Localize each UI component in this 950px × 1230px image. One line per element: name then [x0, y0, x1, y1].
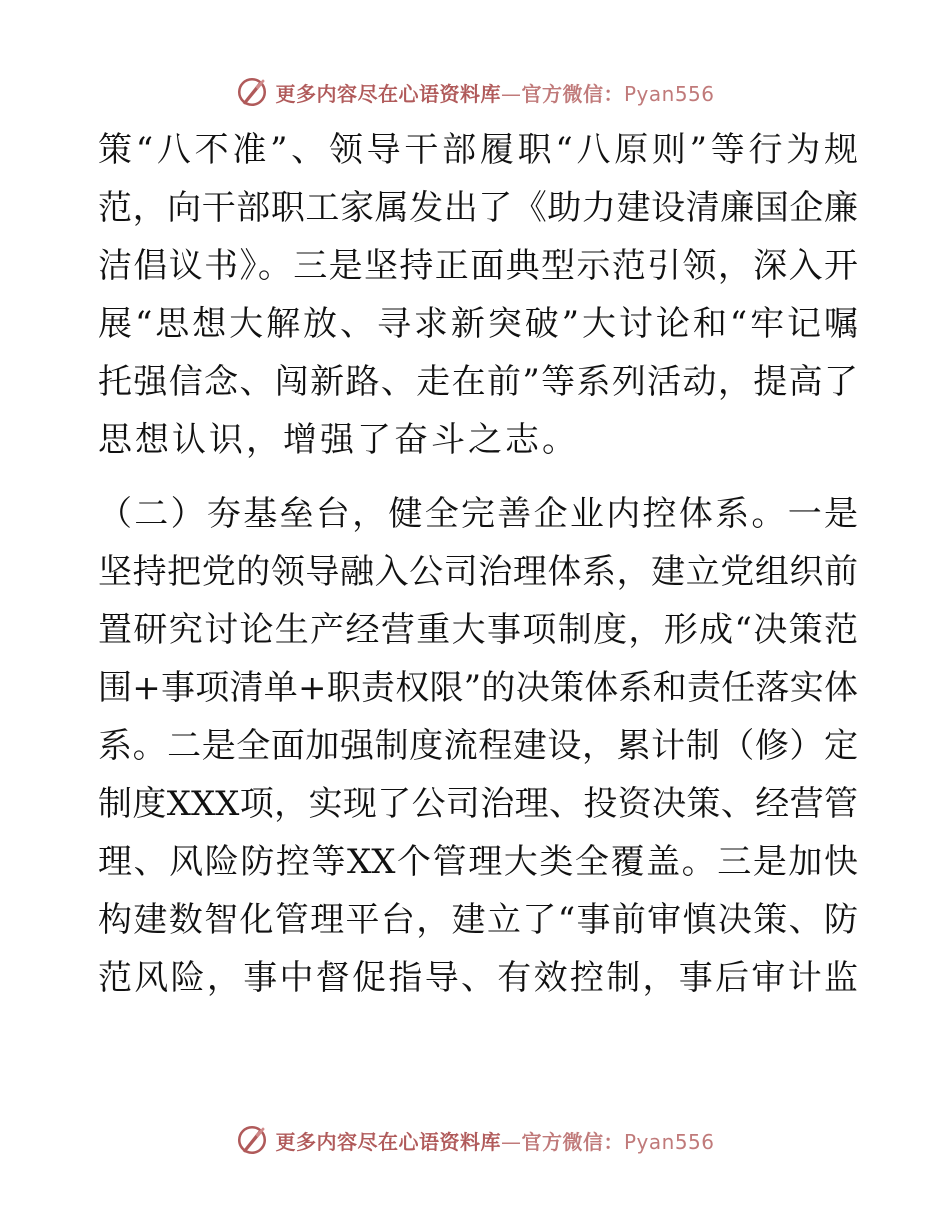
text-line: 策“八不准”、领导干部履职“八原则”等行为规 — [98, 130, 858, 170]
text-line: 置研究讨论生产经营重大事项制度，形成“决策范 — [98, 610, 858, 650]
watermark-separator: — — [500, 1129, 522, 1154]
watermark-text — [275, 1126, 714, 1155]
text-line: 展“思想大解放、寻求新突破”大讨论和“牢记嘱 — [98, 304, 858, 344]
watermark-main-text: 更多内容尽在心语资料库 — [275, 81, 501, 106]
watermark-separator: — — [500, 81, 522, 106]
text-line: 系。二是全面加强制度流程建设，累计制（修）定 — [98, 726, 858, 766]
footer-watermark — [0, 1120, 950, 1160]
watermark-wechat-label: 官方微信： — [521, 1129, 624, 1154]
paragraph-2 — [98, 485, 858, 1007]
text-line: 坚持把党的领导融入公司治理体系，建立党组织前 — [98, 552, 858, 592]
header-watermark — [0, 72, 950, 112]
text-line: 托强信念、闯新路、走在前”等系列活动，提高了 — [98, 362, 858, 402]
text-line: 范，向干部职工家属发出了《助力建设清廉国企廉 — [98, 188, 858, 228]
text-line: （二）夯基垒台，健全完善企业内控体系。一是 — [98, 494, 858, 534]
watermark-wechat-id: Pyan556 — [623, 1129, 715, 1154]
text-line: 范风险，事中督促指导、有效控制，事后审计监 — [98, 958, 858, 998]
paragraph-1 — [98, 121, 858, 469]
watermark-main-text: 更多内容尽在心语资料库 — [275, 1129, 501, 1154]
paragraph-gap — [98, 469, 858, 485]
feather-pen-logo-icon — [235, 75, 269, 109]
text-line: 围+事项清单+职责权限”的决策体系和责任落实体 — [98, 668, 858, 708]
document-body — [98, 121, 858, 1007]
text-line: 洁倡议书》。三是坚持正面典型示范引领，深入开 — [98, 246, 858, 286]
watermark-text — [275, 78, 714, 107]
text-line: 思想认识，增强了奋斗之志。 — [98, 420, 579, 460]
watermark-wechat-id: Pyan556 — [623, 81, 715, 106]
feather-pen-logo-icon — [235, 1123, 269, 1157]
text-line: 构建数智化管理平台，建立了“事前审慎决策、防 — [98, 900, 858, 940]
watermark-wechat-label: 官方微信： — [521, 81, 624, 106]
text-line: 制度XXX项，实现了公司治理、投资决策、经营管 — [98, 784, 858, 824]
text-line: 理、风险防控等XX个管理大类全覆盖。三是加快 — [98, 842, 858, 882]
